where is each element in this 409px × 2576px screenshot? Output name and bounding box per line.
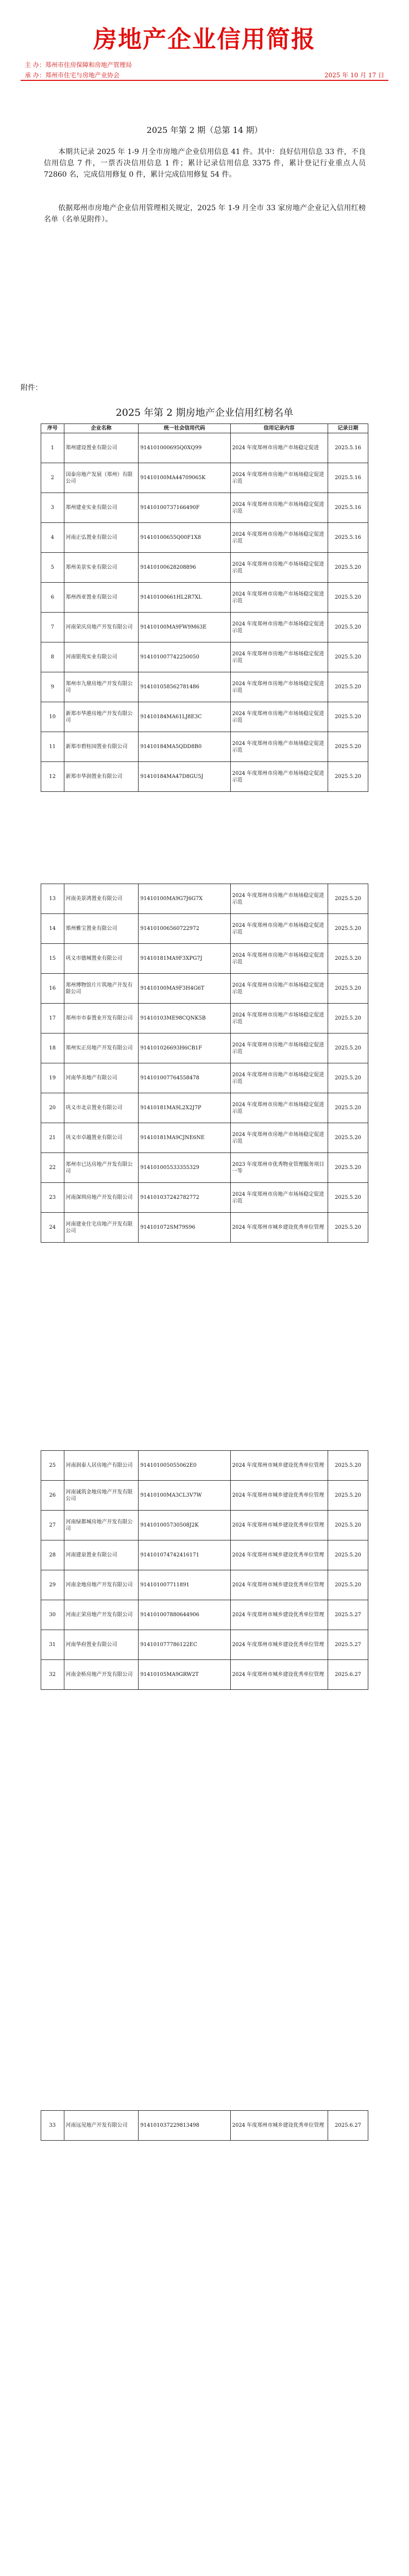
organizer-label: 承 办：郑州市住宅与房地产业协会 xyxy=(25,72,120,79)
cell-index: 26 xyxy=(41,1481,64,1511)
cell-record-date: 2025.5.20 xyxy=(328,1004,368,1033)
cell-record-content: 2024 年度郑州市房地产市场场稳定促进示范 xyxy=(230,762,328,792)
cell-credit-code: 914101037242782772 xyxy=(139,1183,230,1213)
cell-credit-code: 91410100661HL2R7XL xyxy=(139,583,230,613)
cell-record-date: 2025.6.27 xyxy=(328,1660,368,1690)
cell-credit-code: 91410100MA3CL3V7W xyxy=(139,1481,230,1511)
cell-record-date: 2025.5.20 xyxy=(328,974,368,1004)
table-row xyxy=(41,2111,368,2141)
cell-record-content: 2024 年度郑州市城乡建设优秀单位管理 xyxy=(230,1570,328,1600)
cell-company-name: 新郑市华港房地产开发有限公司 xyxy=(64,702,139,732)
cell-index: 27 xyxy=(41,1511,64,1540)
cell-record-content: 2024 年度郑州市房地产市场场稳定促进示范 xyxy=(230,672,328,702)
column-header: 企业名称 xyxy=(64,424,139,433)
cell-index: 25 xyxy=(41,1451,64,1481)
cell-credit-code: 914101005533355329 xyxy=(139,1153,230,1183)
cell-record-date: 2025.5.20 xyxy=(328,1093,368,1123)
cell-company-name: 郑州建业实业有限公司 xyxy=(64,493,139,523)
cell-company-name: 郑州雅宝置业有限公司 xyxy=(64,914,139,944)
cell-credit-code: 914101074742416171 xyxy=(139,1540,230,1570)
cell-record-content: 2024 年度郑州市房地产市场场稳定促进示范 xyxy=(230,1183,328,1213)
red-list-table-continued xyxy=(41,1450,368,1690)
cell-company-name: 河南建泉置业有限公司 xyxy=(64,1540,139,1570)
cell-company-name: 新郑市碧桂园置业有限公司 xyxy=(64,732,139,762)
cell-credit-code: 91410100737166490F xyxy=(139,493,230,523)
cell-record-content: 2024 年度郑州市房地产市场场稳定促进示范 xyxy=(230,702,328,732)
cell-record-content: 2024 年度郑州市房地产市场场稳定促进示范 xyxy=(230,944,328,974)
cell-company-name: 巩义市卓越置业有限公司 xyxy=(64,1123,139,1153)
cell-record-content: 2024 年度郑州市房地产市场场稳定促进示范 xyxy=(230,553,328,583)
cell-credit-code: 914101037229813498 xyxy=(139,2111,230,2141)
list-title: 2025 年第 2 期房地产企业信用红榜名单 xyxy=(115,407,294,418)
cell-credit-code: 91410181MA9L2X2J7P xyxy=(139,1093,230,1123)
cell-record-date: 2025.5.20 xyxy=(328,944,368,974)
cell-record-date: 2025.5.16 xyxy=(328,463,368,493)
cell-company-name: 河南深圳房地产开发有限公司 xyxy=(64,1183,139,1213)
cell-company-name: 河南润泰人居房地产有限公司 xyxy=(64,1451,139,1481)
cell-index: 6 xyxy=(41,583,64,613)
cell-company-name: 河南荣庆房地产开发有限公司 xyxy=(64,613,139,642)
cell-credit-code: 914101058562781486 xyxy=(139,672,230,702)
cell-record-date: 2025.5.20 xyxy=(328,613,368,642)
table-row xyxy=(41,914,368,944)
cell-credit-code: 914101077786122EC xyxy=(139,1630,230,1660)
cell-index: 19 xyxy=(41,1063,64,1093)
cell-company-name: 河南绿都城房地产开发有限公司 xyxy=(64,1511,139,1540)
cell-index: 8 xyxy=(41,642,64,672)
table-row xyxy=(41,702,368,732)
cell-record-content: 2024 年度郑州市房地产市场场稳定促进示范 xyxy=(230,642,328,672)
table-body-page-1 xyxy=(41,433,368,792)
cell-company-name: 河南正荣房地产开发有限公司 xyxy=(64,1600,139,1630)
cell-credit-code: 91410100MA9F3H4G6T xyxy=(139,974,230,1004)
table-body-page-3 xyxy=(41,1451,368,1690)
attachment-label: 附件： xyxy=(21,384,42,392)
cell-index: 29 xyxy=(41,1570,64,1600)
cell-record-content: 2024 年度郑州市城乡建设优秀单位管理 xyxy=(230,1660,328,1690)
cell-record-date: 2025.5.20 xyxy=(328,884,368,914)
cell-record-content: 2024 年度郑州市城乡建设优秀单位管理 xyxy=(230,1451,328,1481)
table-row xyxy=(41,1540,368,1570)
cell-credit-code: 914101005055062E0 xyxy=(139,1451,230,1481)
cell-record-content: 2024 年度郑州市城乡建设优秀单位管理 xyxy=(230,1213,328,1243)
cell-record-content: 2024 年度郑州市房地产市场稳定促进 xyxy=(230,433,328,463)
table-row xyxy=(41,1033,368,1063)
cell-credit-code: 91410181MA9CJNE6NE xyxy=(139,1123,230,1153)
cell-record-date: 2025.5.27 xyxy=(328,1630,368,1660)
table-row xyxy=(41,672,368,702)
table-row xyxy=(41,944,368,974)
cell-record-content: 2024 年度郑州市城乡建设优秀单位管理 xyxy=(230,1600,328,1630)
cell-credit-code: 914101005730508J2K xyxy=(139,1511,230,1540)
table-row xyxy=(41,583,368,613)
cell-record-content: 2024 年度郑州市房地产市场场稳定促进示范 xyxy=(230,1123,328,1153)
table-row xyxy=(41,1630,368,1660)
cell-index: 33 xyxy=(41,2111,64,2141)
issue-date: 2025 年 10 月 17 日 xyxy=(324,72,384,79)
cell-record-content: 2024 年度郑州市城乡建设优秀单位管理 xyxy=(230,1511,328,1540)
table-row xyxy=(41,1511,368,1540)
cell-record-content: 2024 年度郑州市房地产市场场稳定促进示范 xyxy=(230,583,328,613)
cell-credit-code: 914101007742250050 xyxy=(139,642,230,672)
cell-record-date: 2025.5.20 xyxy=(328,702,368,732)
cell-credit-code: 914101000695Q0XQ99 xyxy=(139,433,230,463)
cell-credit-code: 91410100MA44709065K xyxy=(139,463,230,493)
table-body-page-4 xyxy=(41,2111,368,2141)
cell-record-date: 2025.5.20 xyxy=(328,1153,368,1183)
cell-record-content: 2024 年度郑州市房地产市场场稳定促进示范 xyxy=(230,523,328,553)
cell-record-content: 2024 年度郑州市城乡建设优秀单位管理 xyxy=(230,1481,328,1511)
cell-index: 16 xyxy=(41,974,64,1004)
cell-credit-code: 91410184MA61LJ8E3C xyxy=(139,702,230,732)
table-row xyxy=(41,762,368,792)
cell-company-name: 河南金桥房地产开发有限公司 xyxy=(64,1660,139,1690)
cell-credit-code: 914101072SM79S96 xyxy=(139,1213,230,1243)
cell-record-date: 2025.5.16 xyxy=(328,433,368,463)
cell-index: 10 xyxy=(41,702,64,732)
cell-record-date: 2025.5.20 xyxy=(328,583,368,613)
cell-record-date: 2025.5.20 xyxy=(328,1540,368,1570)
cell-company-name: 河南金地房地产开发有限公司 xyxy=(64,1570,139,1600)
summary-paragraph: 依据郑州市房地产企业信用管理相关规定，2025 年 1-9 月全市 33 家房地产企业记入信用红榜名单（名单见附件）。 xyxy=(44,204,366,224)
cell-record-date: 2025.5.27 xyxy=(328,1600,368,1630)
table-row xyxy=(41,1093,368,1123)
cell-credit-code: 91410181MA9F3XPG7J xyxy=(139,944,230,974)
cell-record-date: 2025.5.20 xyxy=(328,1570,368,1600)
table-row xyxy=(41,553,368,583)
cell-credit-code: 91410105MA9GRW2T xyxy=(139,1660,230,1690)
table-row xyxy=(41,1004,368,1033)
cell-record-date: 2025.5.20 xyxy=(328,1451,368,1481)
cell-record-date: 2025.5.16 xyxy=(328,493,368,523)
table-row xyxy=(41,1600,368,1630)
host-label: 主 办：郑州市住房保障和房地产管理局 xyxy=(25,61,132,69)
cell-credit-code: 914101007711891 xyxy=(139,1570,230,1600)
cell-index: 5 xyxy=(41,553,64,583)
cell-record-content: 2024 年度郑州市城乡建设优秀单位管理 xyxy=(230,1540,328,1570)
cell-record-date: 2025.5.20 xyxy=(328,732,368,762)
cell-record-date: 2025.5.20 xyxy=(328,1183,368,1213)
cell-index: 12 xyxy=(41,762,64,792)
cell-company-name: 河南诚筑金地房地产开发有限公司 xyxy=(64,1481,139,1511)
table-row xyxy=(41,1660,368,1690)
cell-company-name: 郑州美景实业有限公司 xyxy=(64,553,139,583)
cell-index: 31 xyxy=(41,1630,64,1660)
table-row xyxy=(41,1153,368,1183)
cell-record-date: 2025.5.20 xyxy=(328,553,368,583)
cell-record-content: 2024 年度郑州市城乡建设优秀单位管理 xyxy=(230,2111,328,2141)
cell-credit-code: 91410184MA5QDD8B0 xyxy=(139,732,230,762)
cell-company-name: 河南建业住宅房地产开发有限公司 xyxy=(64,1213,139,1243)
cell-record-content: 2024 年度郑州市房地产市场场稳定促进示范 xyxy=(230,1063,328,1093)
cell-index: 21 xyxy=(41,1123,64,1153)
cell-index: 1 xyxy=(41,433,64,463)
cell-record-content: 2024 年度郑州市城乡建设优秀单位管理 xyxy=(230,1630,328,1660)
cell-company-name: 河南美景鸿置业有限公司 xyxy=(64,884,139,914)
table-header-row xyxy=(41,424,368,433)
cell-record-date: 2025.5.20 xyxy=(328,1123,368,1153)
cell-company-name: 河南远见地产开发有限公司 xyxy=(64,2111,139,2141)
column-header: 统一社会信用代码 xyxy=(139,424,230,433)
table-row xyxy=(41,732,368,762)
red-list-table-continued xyxy=(41,884,368,1243)
red-list-table-continued xyxy=(41,2110,368,2141)
cell-credit-code: 914101006560722972 xyxy=(139,914,230,944)
table-row xyxy=(41,613,368,642)
cell-index: 15 xyxy=(41,944,64,974)
cell-company-name: 郑州建设置业有限公司 xyxy=(64,433,139,463)
cell-company-name: 巩义市德城置业有限公司 xyxy=(64,944,139,974)
cell-index: 18 xyxy=(41,1033,64,1063)
cell-company-name: 河南华府置业有限公司 xyxy=(64,1630,139,1660)
cell-record-date: 2025.6.27 xyxy=(328,2111,368,2141)
column-header: 记录日期 xyxy=(328,424,368,433)
cell-credit-code: 91410100MA9G7J6G7X xyxy=(139,884,230,914)
table-row xyxy=(41,493,368,523)
cell-record-content: 2024 年度郑州市房地产市场场稳定促进示范 xyxy=(230,1004,328,1033)
cell-index: 13 xyxy=(41,884,64,914)
cell-company-name: 河南华美地产有限公司 xyxy=(64,1063,139,1093)
cell-credit-code: 91410100628208896 xyxy=(139,553,230,583)
cell-company-name: 郑州市市泰置业开发有限公司 xyxy=(64,1004,139,1033)
cell-credit-code: 91410100655Q00F1X8 xyxy=(139,523,230,553)
cell-index: 9 xyxy=(41,672,64,702)
cell-index: 30 xyxy=(41,1600,64,1630)
cell-company-name: 郑州市九鼎房地产开发有限公司 xyxy=(64,672,139,702)
cell-index: 23 xyxy=(41,1183,64,1213)
cell-index: 17 xyxy=(41,1004,64,1033)
cell-company-name: 巩义市北京置业有限公司 xyxy=(64,1093,139,1123)
red-list-table xyxy=(41,423,368,792)
cell-company-name: 国泰房地产发展（郑州）有限公司 xyxy=(64,463,139,493)
table-row xyxy=(41,523,368,553)
cell-record-date: 2025.5.20 xyxy=(328,1511,368,1540)
cell-record-content: 2024 年度郑州市房地产市场场稳定促进示范 xyxy=(230,732,328,762)
cell-record-content: 2024 年度郑州市房地产市场场稳定促进示范 xyxy=(230,493,328,523)
table-row xyxy=(41,1570,368,1600)
cell-company-name: 郑州市已达房地产开发有限公司 xyxy=(64,1153,139,1183)
cell-record-content: 2024 年度郑州市房地产市场场稳定促进示范 xyxy=(230,884,328,914)
cell-company-name: 河南正弘置业有限公司 xyxy=(64,523,139,553)
cell-record-content: 2024 年度郑州市房地产市场场稳定促进示范 xyxy=(230,1033,328,1063)
cell-credit-code: 914101026693H6CB1F xyxy=(139,1033,230,1063)
cell-record-date: 2025.5.16 xyxy=(328,523,368,553)
cell-record-date: 2025.5.20 xyxy=(328,1033,368,1063)
column-header: 序号 xyxy=(41,424,64,433)
table-row xyxy=(41,1183,368,1213)
table-row xyxy=(41,463,368,493)
cell-credit-code: 91410184MA47D8GU5J xyxy=(139,762,230,792)
cell-record-content: 2024 年度郑州市房地产市场场稳定促进示范 xyxy=(230,974,328,1004)
cell-record-date: 2025.5.20 xyxy=(328,1213,368,1243)
cell-record-date: 2025.5.20 xyxy=(328,914,368,944)
summary-paragraph: 本期共记录 2025 年 1-9 月全市房地产企业信用信息 41 件。其中：良好信用信息 33 件，不良信用信息 7 件，一票否决信用信息 1 件；累计记录信用信息 3375 件，累计登记行业重点人员 72860 名，完成信用修复 0 件，累计完成信用修复 54 件。 xyxy=(44,148,366,179)
cell-record-content: 2024 年度郑州市房地产市场场稳定促进示范 xyxy=(230,613,328,642)
cell-record-date: 2025.5.20 xyxy=(328,672,368,702)
masthead xyxy=(0,21,409,93)
cell-index: 22 xyxy=(41,1153,64,1183)
cell-index: 7 xyxy=(41,613,64,642)
cell-company-name: 郑州博物馆片片筑地产开发有限公司 xyxy=(64,974,139,1004)
cell-index: 11 xyxy=(41,732,64,762)
cell-record-date: 2025.5.20 xyxy=(328,1481,368,1511)
table-row xyxy=(41,1123,368,1153)
cell-company-name: 河南银苑实业有限公司 xyxy=(64,642,139,672)
table-body-page-2 xyxy=(41,884,368,1243)
cell-company-name: 郑州西亚置业有限公司 xyxy=(64,583,139,613)
cell-record-content: 2024 年度郑州市房地产市场场稳定促进示范 xyxy=(230,463,328,493)
cell-index: 24 xyxy=(41,1213,64,1243)
cell-index: 28 xyxy=(41,1540,64,1570)
cell-credit-code: 914101007764558478 xyxy=(139,1063,230,1093)
cell-record-content: 2024 年度郑州市房地产市场场稳定促进示范 xyxy=(230,914,328,944)
cell-index: 4 xyxy=(41,523,64,553)
cell-record-date: 2025.5.20 xyxy=(328,762,368,792)
cell-index: 32 xyxy=(41,1660,64,1690)
header-rule xyxy=(21,80,388,81)
issue-number: 2025 年第 2 期（总第 14 期） xyxy=(146,125,263,135)
cell-company-name: 新郑市华润置业有限公司 xyxy=(64,762,139,792)
masthead-title: 房地产企业信用简报 xyxy=(93,25,316,53)
table-row xyxy=(41,884,368,914)
table-row xyxy=(41,642,368,672)
cell-record-date: 2025.5.20 xyxy=(328,642,368,672)
table-row xyxy=(41,433,368,463)
cell-index: 3 xyxy=(41,493,64,523)
cell-index: 2 xyxy=(41,463,64,493)
cell-record-content: 2023 年度郑州市优秀物业管理服务项目一等 xyxy=(230,1153,328,1183)
cell-credit-code: 91410103ME98CQNK5B xyxy=(139,1004,230,1033)
table-row xyxy=(41,1063,368,1093)
cell-index: 14 xyxy=(41,914,64,944)
table-row xyxy=(41,1213,368,1243)
cell-record-date: 2025.5.20 xyxy=(328,1063,368,1093)
table-row xyxy=(41,1481,368,1511)
column-header: 信用记录内容 xyxy=(230,424,328,433)
cell-record-content: 2024 年度郑州市房地产市场场稳定促进示范 xyxy=(230,1093,328,1123)
table-row xyxy=(41,974,368,1004)
cell-index: 20 xyxy=(41,1093,64,1123)
cell-company-name: 郑州实正房地产开发有限公司 xyxy=(64,1033,139,1063)
cell-credit-code: 914101007880644906 xyxy=(139,1600,230,1630)
table-row xyxy=(41,1451,368,1481)
cell-credit-code: 91410100MA9FW9M63E xyxy=(139,613,230,642)
